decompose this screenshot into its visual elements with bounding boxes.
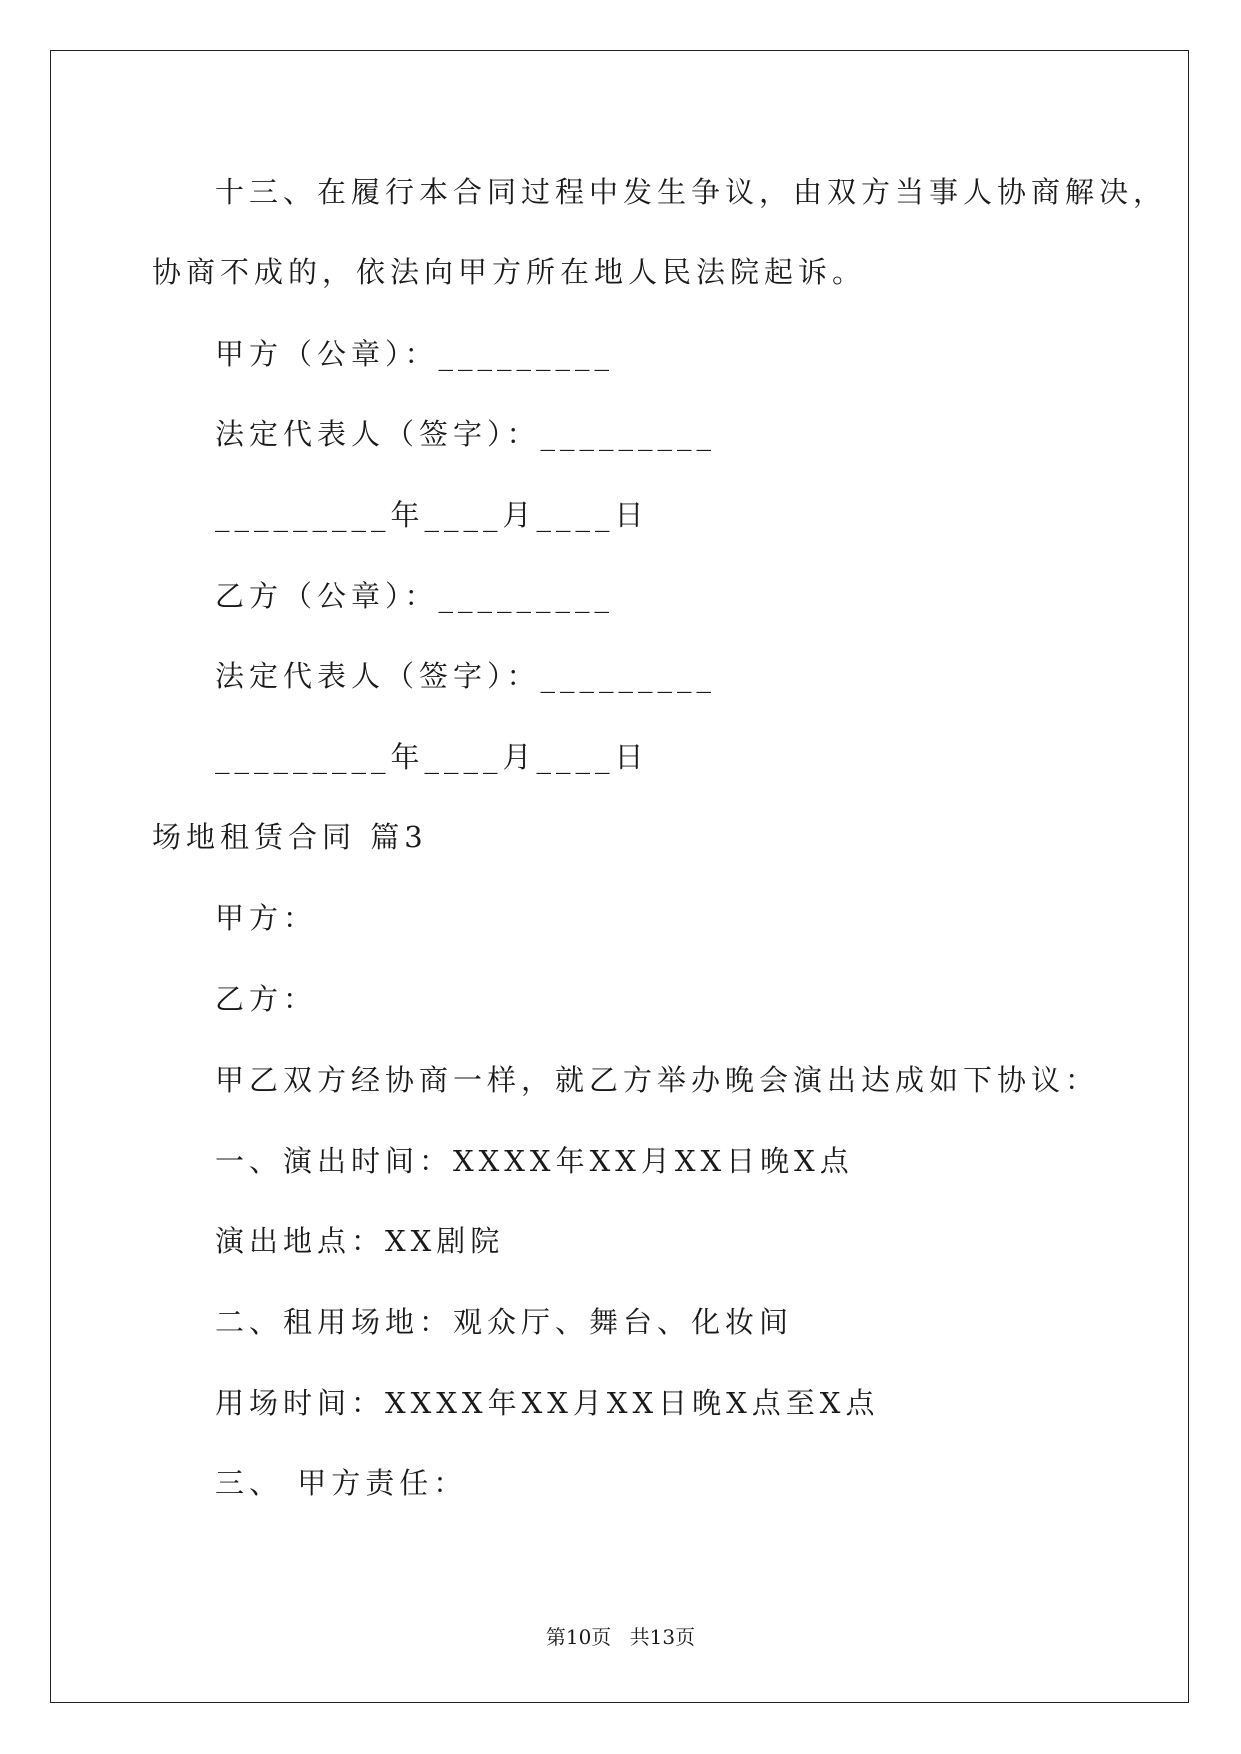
page-footer	[0, 1624, 1241, 1650]
party-b-representative-line: 法定代表人（签字）：_________	[215, 659, 717, 693]
party-a-label: 甲方：	[215, 901, 318, 935]
clause-line: 三、 甲方责任：	[215, 1466, 468, 1500]
party-a-seal-line: 甲方（公章）：_________	[215, 337, 615, 371]
party-b-seal-line: 乙方（公章）：_________	[215, 579, 615, 613]
clause-line: 演出地点：XX剧院	[215, 1224, 505, 1258]
party-b-label: 乙方：	[215, 982, 318, 1016]
paragraph-line: 协商不成的，依法向甲方所在地人民法院起诉。	[152, 255, 867, 289]
paragraph-line: 十三、在履行本合同过程中发生争议，由双方当事人协商解决，	[215, 175, 1168, 209]
party-a-representative-line: 法定代表人（签字）：_________	[215, 417, 717, 451]
page-frame	[50, 50, 1189, 1703]
section-heading: 场地租赁合同 篇3	[152, 820, 428, 854]
party-a-date-line: _________年____月____日	[215, 498, 649, 532]
page-number-current: 第10页	[545, 1625, 612, 1649]
clause-line: 用场时间：XXXX年XX月XX日晚X点至X点	[215, 1386, 880, 1420]
party-b-date-line: _________年____月____日	[215, 740, 649, 774]
clause-line: 一、演出时间：XXXX年XX月XX日晚X点	[215, 1144, 854, 1178]
clause-line: 二、租用场地：观众厅、舞台、化妆间	[215, 1305, 794, 1339]
paragraph-line: 甲乙双方经协商一样，就乙方举办晚会演出达成如下协议：	[215, 1063, 1100, 1097]
page-number-total: 共13页	[629, 1625, 696, 1649]
